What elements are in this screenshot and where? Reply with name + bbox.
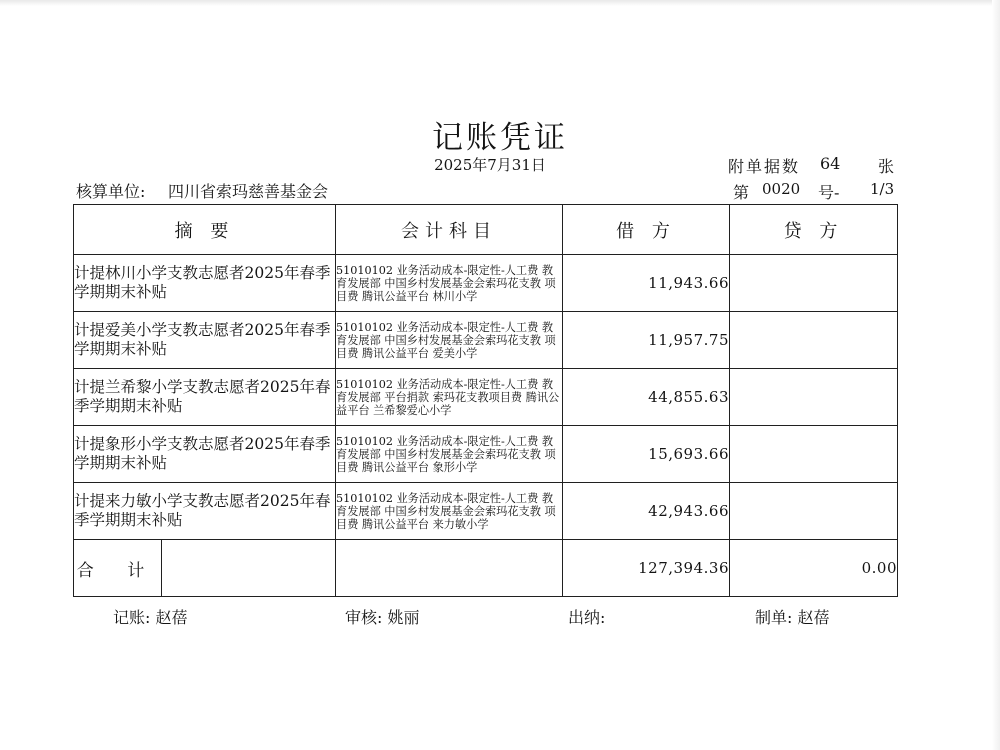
row-credit	[730, 255, 898, 312]
voucher-date: 2025年7月31日	[434, 156, 546, 174]
total-debit: 127,394.36	[563, 540, 730, 597]
voucher-page: 1/3	[870, 180, 895, 198]
row-summary: 计提林川小学支教志愿者2025年春季学期期末补贴	[74, 255, 336, 312]
row-summary: 计提来力敏小学支教志愿者2025年春季学期期末补贴	[74, 483, 336, 540]
bookkeeper: 记账: 赵蓓	[113, 608, 188, 627]
voucher-title: 记账凭证	[432, 120, 568, 156]
row-credit	[730, 312, 898, 369]
accounting-unit-label: 核算单位:	[76, 182, 146, 201]
table-header-row	[74, 205, 898, 255]
scan-top-shade	[0, 0, 1000, 6]
row-summary: 计提爱美小学支教志愿者2025年春季学期期末补贴	[74, 312, 336, 369]
row-subject: 51010102 业务活动成本-限定性-人工费 教育发展部 平台捐款 索玛花支教项目费 腾讯公益平台 兰希黎爱心小学	[336, 369, 563, 426]
header-subject: 会计科目	[336, 205, 563, 255]
row-subject: 51010102 业务活动成本-限定性-人工费 教育发展部 中国乡村发展基金会索玛花支教 项目费 腾讯公益平台 林川小学	[336, 255, 563, 312]
header-debit: 借 方	[563, 205, 730, 255]
table-row	[74, 426, 898, 483]
total-label-cell	[74, 540, 336, 597]
row-credit	[730, 426, 898, 483]
table-row	[74, 369, 898, 426]
table-row	[74, 255, 898, 312]
preparer: 制单: 赵蓓	[755, 608, 830, 627]
total-label: 合 计	[74, 540, 162, 596]
table-row	[74, 312, 898, 369]
voucher-number-prefix: 第	[733, 183, 750, 202]
reviewer: 审核: 姚丽	[345, 608, 420, 627]
attachment-unit: 张	[878, 157, 895, 176]
voucher-table	[73, 204, 898, 597]
total-label-inner	[74, 540, 335, 596]
header-summary: 摘 要	[74, 205, 336, 255]
row-subject: 51010102 业务活动成本-限定性-人工费 教育发展部 中国乡村发展基金会索玛花支教 项目费 腾讯公益平台 来力敏小学	[336, 483, 563, 540]
header-credit: 贷 方	[730, 205, 898, 255]
total-credit: 0.00	[730, 540, 898, 597]
cashier: 出纳:	[568, 608, 606, 627]
row-summary: 计提兰希黎小学支教志愿者2025年春季学期期末补贴	[74, 369, 336, 426]
row-credit	[730, 483, 898, 540]
attachment-count: 64	[820, 154, 841, 173]
row-subject: 51010102 业务活动成本-限定性-人工费 教育发展部 中国乡村发展基金会索玛花支教 项目费 腾讯公益平台 爱美小学	[336, 312, 563, 369]
total-row	[74, 540, 898, 597]
total-blank	[162, 540, 336, 596]
row-debit: 11,957.75	[563, 312, 730, 369]
row-debit: 11,943.66	[563, 255, 730, 312]
row-subject: 51010102 业务活动成本-限定性-人工费 教育发展部 中国乡村发展基金会索玛花支教 项目费 腾讯公益平台 象形小学	[336, 426, 563, 483]
table-row	[74, 483, 898, 540]
row-summary: 计提象形小学支教志愿者2025年春季学期期末补贴	[74, 426, 336, 483]
row-debit: 44,855.63	[563, 369, 730, 426]
accounting-unit-name: 四川省索玛慈善基金会	[168, 182, 329, 201]
attachment-label: 附单据数	[728, 157, 801, 176]
row-debit: 42,943.66	[563, 483, 730, 540]
voucher-number-suffix: 号-	[818, 183, 840, 202]
row-credit	[730, 369, 898, 426]
voucher-number: 0020	[762, 180, 801, 198]
row-debit: 15,693.66	[563, 426, 730, 483]
total-subject-blank	[336, 540, 563, 597]
